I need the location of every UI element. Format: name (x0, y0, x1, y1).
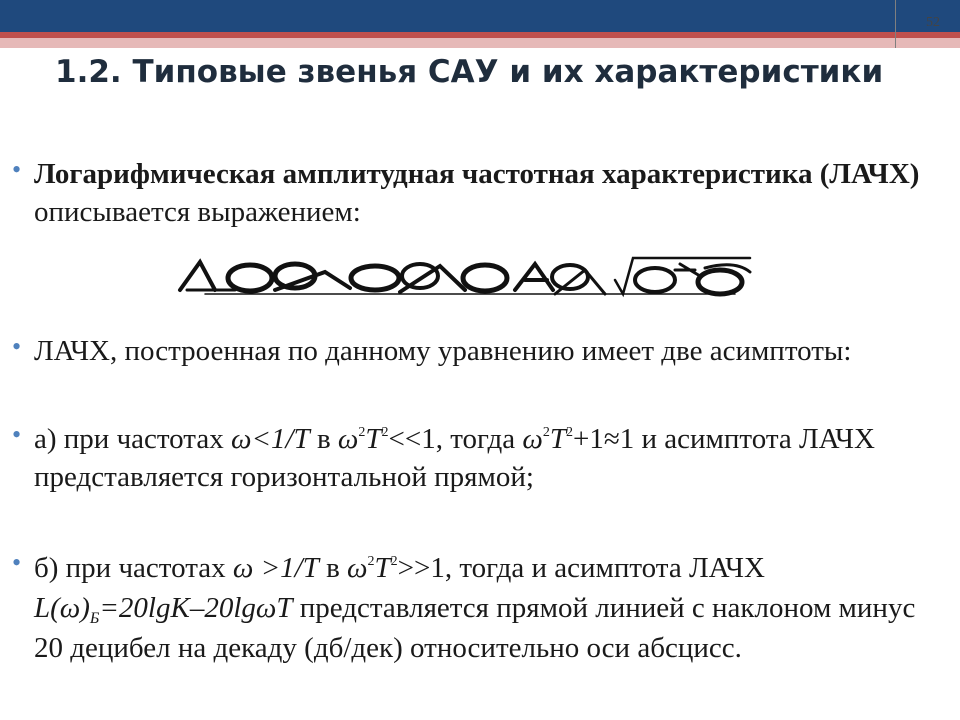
page-number: 52 (926, 15, 940, 30)
header-band-pink (0, 38, 960, 48)
math-run: ω (522, 423, 543, 455)
bullet-bold-text: Логарифмическая амплитудная частотная характеристика (ЛАЧХ) (34, 158, 920, 190)
text-run: в (309, 423, 338, 455)
math-run: ω (337, 423, 359, 455)
text-run: >>1, тогда и асимптота ЛАЧХ (397, 552, 765, 584)
formula-image (175, 250, 755, 300)
superscript: 2 (358, 425, 366, 440)
math-run: ω (347, 552, 368, 584)
slide-title: 1.2. Типовые звенья САУ и их характеристики (55, 54, 884, 90)
math-run: L(ω) (34, 592, 90, 624)
math-run: T (549, 423, 566, 455)
bullet-plain-text: описывается выражением: (34, 196, 361, 228)
text-run: б) при частотах (34, 552, 233, 584)
text-run: в (318, 552, 348, 584)
bullet-icon: • (12, 332, 22, 361)
text-run: а) при частотах (34, 423, 231, 455)
bullet-text (34, 548, 929, 668)
math-run: ω >1/T (232, 552, 319, 584)
header-divider (895, 0, 896, 48)
bullet-text (34, 420, 929, 496)
bullet-icon: • (12, 420, 22, 449)
bullet-icon: • (12, 155, 22, 184)
superscript: 2 (390, 554, 398, 569)
bullet-text (34, 155, 929, 231)
math-run: T (374, 552, 391, 584)
bullet-text: ЛАЧХ, построенная по данному уравнению имеет две асимптоты: (34, 335, 852, 367)
math-run: =20lgK–20lgωT (99, 592, 293, 624)
text-run: <<1, тогда (388, 423, 523, 455)
text-run: представляется прямой линией с наклоном минус 20 децибел на декаду (дб/дек) относительно оси абсцисс. (34, 592, 916, 664)
superscript: 2 (565, 425, 573, 440)
math-run: T (365, 423, 382, 455)
bullet-icon: • (12, 548, 22, 577)
subscript: Б (89, 610, 100, 627)
math-run: ω<1/T (230, 423, 310, 455)
superscript: 2 (542, 425, 550, 440)
superscript: 2 (367, 554, 375, 569)
header-band-blue (0, 0, 960, 32)
text-run: +1≈1 и асимптота ЛАЧХ представляется горизонтальной прямой; (34, 423, 875, 493)
superscript: 2 (381, 425, 389, 440)
